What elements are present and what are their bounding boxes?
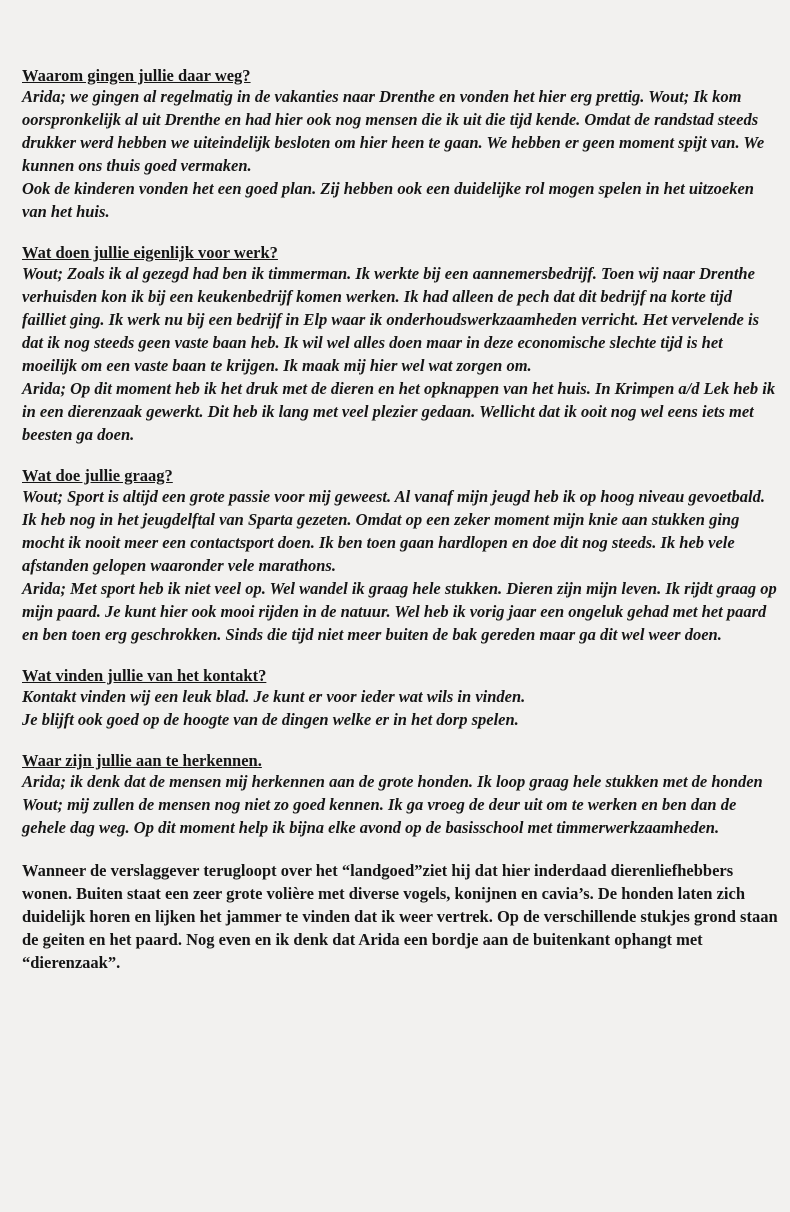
section-hobbies xyxy=(22,466,780,646)
paragraph: Arida; Met sport heb ik niet veel op. Wel wandel ik graag hele stukken. Dieren zijn mijn leven. Ik rijdt graag op mijn paard. Je kunt hier ook mooi rijden in de natuur. Wel heb ik vorig jaar een ongeluk gehad met het paard en ben toen erg geschrokken. Sinds die tijd niet meer buiten de bak gereden maar ga dit wel weer doen. xyxy=(22,579,777,644)
document-page xyxy=(22,66,780,991)
section-heading: Waarom gingen jullie daar weg? xyxy=(22,66,251,85)
closing-paragraph: Wanneer de verslaggever terugloopt over het “landgoed”ziet hij dat hier inderdaad dierenliefhebbers wonen. Buiten staat een zeer grote volière met diverse vogels, konijnen en cavia’s. De honden laten zich duidelijk horen en lijken het jammer te vinden dat ik weer vertrek. Op de verschillende stukjes grond staan de geiten en het paard. Nog even en ik denk dat Arida een bordje aan de buitenkant ophangt met “dierenzaak”. xyxy=(22,861,778,972)
section-heading: Wat doen jullie eigenlijk voor werk? xyxy=(22,243,278,262)
paragraph: Arida; ik denk dat de mensen mij herkennen aan de grote honden. Ik loop graag hele stukken met de honden xyxy=(22,772,763,791)
section-heading: Wat vinden jullie van het kontakt? xyxy=(22,666,267,685)
paragraph: Wout; Zoals ik al gezegd had ben ik timmerman. Ik werkte bij een aannemersbedrijf. Toen wij naar Drenthe verhuisden kon ik bij een keukenbedrijf komen werken. Ik had alleen de pech dat dit bedrijf na korte tijd failliet ging. Ik werk nu bij een bedrijf in Elp waar ik onderhoudswerkzaamheden verricht. Het vervelende is dat ik nog steeds geen vaste baan heb. Ik wil wel alles doen maar in deze economische slechte tijd is het moeilijk om een vaste baan te krijgen. Ik maak mij hier wel wat zorgen om. xyxy=(22,264,760,375)
section-heading: Waar zijn jullie aan te herkennen. xyxy=(22,751,262,770)
section-heading: Wat doe jullie graag? xyxy=(22,466,173,485)
section-why-leave xyxy=(22,66,780,223)
paragraph: Wout; mij zullen de mensen nog niet zo goed kennen. Ik ga vroeg de deur uit om te werken en ben dan de gehele dag weg. Op dit moment help ik bijna elke avond op de basisschool met timmerwerkzaamheden. xyxy=(22,795,737,837)
section-kontakt xyxy=(22,666,780,731)
paragraph: Arida; Op dit moment heb ik het druk met de dieren en het opknappen van het huis. In Krimpen a/d Lek heb ik in een dierenzaak gewerkt. Dit heb ik lang met veel plezier gedaan. Wellicht dat ik ooit nog wel eens iets met beesten ga doen. xyxy=(22,379,776,444)
paragraph: Kontakt vinden wij een leuk blad. Je kunt er voor ieder wat wils in vinden. xyxy=(22,687,526,706)
paragraph: Wout; Sport is altijd een grote passie voor mij geweest. Al vanaf mijn jeugd heb ik op hoog niveau gevoetbald. Ik heb nog in het jeugdelftal van Sparta gezeten. Omdat op een zeker moment mijn knie aan stukken ging mocht ik nooit meer een contactsport doen. Ik ben toen gaan hardlopen en doe dit nog steeds. Ik heb vele afstanden gelopen waaronder vele marathons. xyxy=(22,487,765,575)
section-recognize xyxy=(22,751,780,839)
section-work xyxy=(22,243,780,446)
paragraph: Arida; we gingen al regelmatig in de vakanties naar Drenthe en vonden het hier erg prettig. Wout; Ik kom oorspronkelijk al uit Drenthe en had hier ook nog mensen die ik uit die tijd kende. Omdat de randstad steeds drukker werd hebben we uiteindelijk besloten om hier heen te gaan. We hebben er geen moment spijt van. We kunnen ons thuis goed vermaken. xyxy=(22,87,765,175)
paragraph: Ook de kinderen vonden het een goed plan. Zij hebben ook een duidelijke rol mogen spelen in het uitzoeken van het huis. xyxy=(22,179,754,221)
paragraph: Je blijft ook goed op de hoogte van de dingen welke er in het dorp spelen. xyxy=(22,710,519,729)
